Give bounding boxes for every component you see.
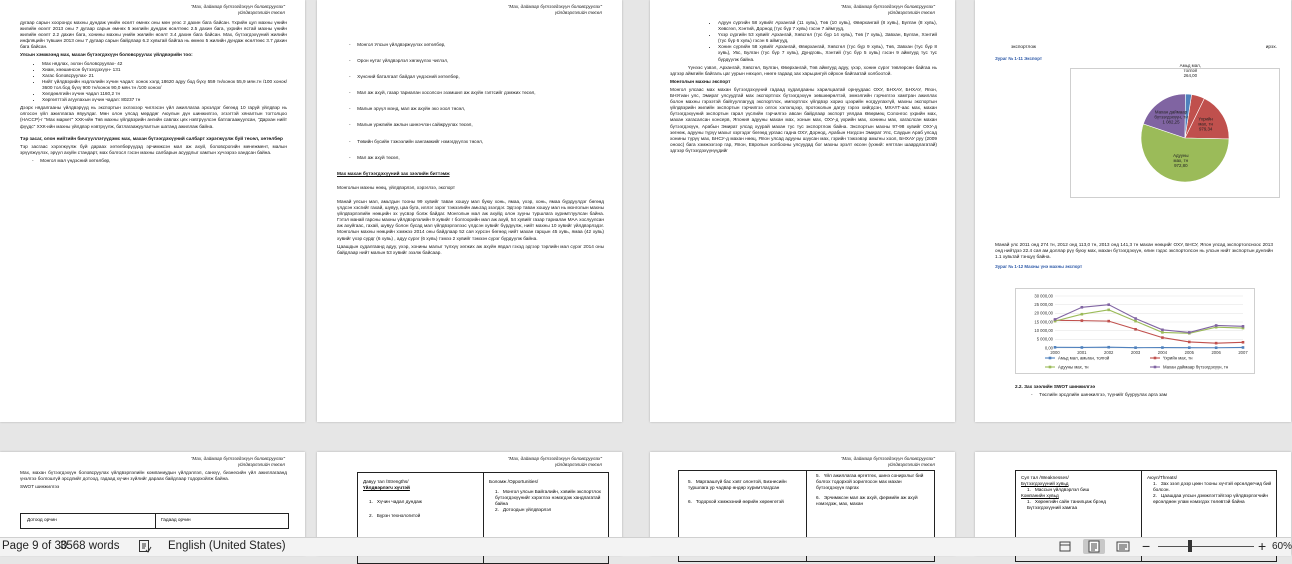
series-point bbox=[1107, 320, 1110, 323]
x-tick-label: 2006 bbox=[1211, 350, 1221, 355]
legend-label: Үхрийн мах, тн bbox=[1163, 355, 1193, 361]
series-point bbox=[1134, 317, 1137, 320]
x-tick-label: 2001 bbox=[1077, 350, 1087, 355]
series-point bbox=[1054, 318, 1057, 321]
focus-mode-button[interactable] bbox=[1054, 539, 1076, 554]
word-count[interactable]: 3568 words bbox=[60, 540, 120, 552]
page-header: "Мах, даймаар бүтээгдэхүүн боловсруулах" үйлдвэрлэлийн төсөл bbox=[190, 456, 285, 467]
page-header: "Мах, даймаар бүтээгдэхүүн боловсруулах" үйлдвэрлэлийн төсөл bbox=[190, 4, 285, 15]
pie-data-label: Амьд мал, толгой 264,00 bbox=[1179, 63, 1201, 79]
series-point bbox=[1107, 309, 1110, 312]
x-tick-label: 2003 bbox=[1130, 350, 1141, 355]
series-point bbox=[1242, 325, 1245, 328]
swot-table: 5. Маргаашгүй бас хэвт олонтой, Бизнесийн туршлага ур чадвар өндөр хуримтлагдсан 6. Тодорхой хэмжээний өөрийн хөрөнгөтэй 5. Үйл ажиллагаа өргөтгөх, шинэ сонирхлыг бий болгох тодорхой зорилгосон мах махан бүтээгдэхүүн гаргах 6. Эрчимжсэн мал аж ахуй, фермийн аж ахуй нэмэгдэж, мах, махан bbox=[678, 470, 935, 562]
legend-marker bbox=[1049, 357, 1052, 360]
web-layout-button[interactable] bbox=[1112, 539, 1134, 554]
figure-caption: Зураг № 1-12 Махны үнэ махны экспорт bbox=[995, 264, 1083, 270]
series-point bbox=[1161, 346, 1164, 349]
x-tick-label: 2007 bbox=[1238, 350, 1248, 355]
document-page-2[interactable] bbox=[317, 0, 622, 422]
zoom-slider-thumb[interactable] bbox=[1188, 540, 1192, 552]
y-tick-label: 30 000,00 bbox=[1034, 293, 1053, 299]
series-point bbox=[1242, 346, 1245, 349]
y-tick-label: 10 000,00 bbox=[1034, 328, 1053, 334]
export-line-chart bbox=[1015, 288, 1255, 374]
zoom-slider[interactable] bbox=[1158, 546, 1254, 547]
series-point bbox=[1161, 336, 1164, 339]
swot-table: Сул тал /Weaknesses/ Бүтээгдэхүүний хувьд 1. Массын үйлдвэрлэл биш Компанийн хувьд 1. Хөрөнгийн сайн танилцаж брэнд Бүтээгдэхүүний хамгаа Аюул/Threats/ 1. Зах зээл дээр цөөн тооны хүчтэй өрсөлдөгчид бий болсон. 2. Цаашдаа улсын дэмжлэгтэйгээр үйлдвэрлэгчийн өрсөлдөөн улам нэмэгдэх төлөвтэй байна bbox=[1015, 470, 1277, 562]
swot-table-header: Дотоод орчин Гадаад орчин bbox=[20, 513, 289, 529]
series-point bbox=[1242, 341, 1245, 344]
document-page-1[interactable] bbox=[0, 0, 305, 422]
series-point bbox=[1081, 306, 1084, 309]
series-point bbox=[1107, 346, 1110, 349]
figure-caption: Зураг № 1-11 Экспорт bbox=[995, 56, 1042, 61]
page-body: дугаар сарын хоорондх махны дундаж үнийн өсөлт өмнөх оны мөн үеэс 2 дахин бага байсан. Үхрийн цул махны үнийн жилийн өсөлт 2013 оны 7 дугаар сарын өмнөх 5 жилийн дундаж өсөлтөөс 2.5 дахин бага, үхрийн ястай махны үнийн жилийн өсөлт 2.2 дахин бага, хонины махны үнийн жилийн өсөлт 3.4 дахин бага байсан. Мах, бүтээгдэхүүний жилийн инфляцийн түвшин 2013 оны 7 дугаар сарын байдлаар 6.2 хувьтай байгаа нь өмнөх 5 жилийн дундаж өсөлтөөс 3.7 дахин бага байсан. Улсын хэмжээнд мах, махан бүтээгдэхүүн боловсруулах үйлдвэрийн тоо: • Мах нядлах, эхлэн боловсруулах- 42 • Хиам, хөөшинсон бүтээгдэхүүн- 131 • Хагас боловсруулах- 21 • Нийт үйлдвэрийн нэдлэлийн хүчин чадал: хонок хэлд 18620 адуу бод бүхү 559 тн/хонок 55,9 мян.тн /100 хонок/ 3600 тол.бод бүхү 900 тн/хонок 90,0 мян.тн /100 хонох/ • Хөлдөөлгийн хүчин чадал 1160,2 тн • Хөргөлттэй агуулахын хүчин чадал: 80237 тн Дээрх нядалгааны үйлдвэрүүд нь экспортын эхлэхээр чиглэсэн үйл ажиллагаа эрхэлдэг бөгөөд 10 гаруй үйлдвэр нь олгосон үйл ажиллагаа явуулдаг. Мөн олон улсад мөрддөг Аюулын дүн шинжилгээ, эгзэгтэй хяналтын тогтолцоо (HACCP)-г "Мах маркет" ХХК-ийн Төв махны үйлдвэрийн ангийн савлах цех нэвтрүүлсэн батлагаажуулсан, "Дархан нийт фүүдс" ХХК-ийн махны үйлдвэр нэвтрүүлж, батлагаажуулалтын шатанд ажиллаж байна. Тэр засаг, олон нийтийн бичгүүллэгүүдэмс мах, махан бүтээгдэхүүний салбарт хэрэгжүүлж буй төсөл, хөтөлбөр Тэр засгаас хэрэгжүүлж буй дараах хөтөлбөрүүдэд эрчимжсэн мал аж ахуй, боловсрогийн менежмент, малын эрүүлжүүлэх, эрүүл ахуйн стандарт, мах болгосл гэсэн махны салбарын асуудлыг хамтын хүчээрээ хандсан байна. - Монгол мал үндэсний хөтөлбөр, bbox=[20, 20, 287, 166]
series-point bbox=[1134, 346, 1137, 349]
status-bar bbox=[0, 537, 1291, 556]
text-fragment: ирэх. bbox=[1265, 44, 1277, 49]
y-tick-label: 5 000,00 bbox=[1036, 336, 1053, 342]
x-tick-label: 2000 bbox=[1050, 350, 1060, 355]
series-point bbox=[1161, 331, 1164, 334]
page-header: "Мах, даймаар бүтээгдэхүүн боловсруулах" үйлдвэрлэлийн төсөл bbox=[507, 4, 602, 15]
document-page-4[interactable] bbox=[975, 0, 1291, 422]
x-tick-label: 2004 bbox=[1157, 350, 1168, 355]
export-pie-chart bbox=[1070, 63, 1280, 198]
series-point bbox=[1188, 346, 1191, 349]
zoom-in-button[interactable]: + bbox=[1258, 538, 1267, 554]
legend-label: Махан даймаар бүтээгдэхүүн, тн bbox=[1163, 364, 1229, 370]
series-point bbox=[1134, 328, 1137, 331]
legend-marker bbox=[1049, 366, 1052, 369]
pie-data-label: Үхрийн мах, тн 979,34 bbox=[1198, 116, 1213, 132]
page-body-3: 2.2. Зах зээлийн SWOT шинжилгээ - Төслийн эрсдлийн шинжилгээ, түүнийг бууруулах арга зам bbox=[1015, 384, 1167, 398]
series-point bbox=[1081, 346, 1084, 349]
page-header: "Мах, даймаар бүтээгдэхүүн боловсруулах" үйлдвэрлэлийн төсөл bbox=[840, 4, 935, 15]
page-body-2: Манай улс 2011 онд 274 тн, 2012 онд 113,0 тн, 2013 онд 141,3 тн махан нөөцийг ОХУ, БНСУ, Япон улсад экспортолсноос 2013 онд нийтдээ 22.4 сая ам доллар рүү буюу мах, махан бүтээгдэхүүн, өлин гэдэс экспортолсон нь улсын нийт экспортын дүнгийн 1.1 хувьтай тэнцүү байна. Зураг № 1-12 Махны үнэ махны экспорт bbox=[995, 242, 1273, 270]
page-body: Мах, махан бүтээгдэхүүн боловсруулах үйлдвэрлэлийн компаниудын үйлдэллэл, санхүү, бизнесийн үйл ажиллагаанд үнэлгээ болгошгүй эрсдлийг дотоод, гадаад хүчин зүйлийг дараах байдлаар тодорхойлж байна. SWOT шинжилгээ bbox=[20, 470, 287, 490]
series-line bbox=[1055, 347, 1243, 348]
legend-label: Амьд мал, амьтан, толгой bbox=[1058, 355, 1110, 361]
series-point bbox=[1107, 303, 1110, 306]
series-point bbox=[1054, 346, 1057, 349]
page-body: • Адуун сүргийн 58 хувийг Архангай (11 хувь), Төв (10 хувь), Өвөрхангай (8 хувь), Булган (8 хувь), Хөвсгөл, Хэнтий, Дорнод (тус бүр 7 хувь) гэсэн 7 аймгууд, • Үхэр сүргийн 53 хувийг Архангай, Хөвсгөл (тус бүр 14 хувь), Төв (7 хувь), Завхан, Булган, Хэнтий (тус бүр 6 хувь) гэсэн 6 аймгууд, • Хонин сүргийн 58 хувийг Архангай, Өвөрхангай, Хөвсгөл (тус бүр 9 хувь), Төв, Завхан (тус бүр 8 хувь), Увс, Булган (тус бүр 7 хувь), Дундговь, Хэнтий (тус бүр 5 хувь) гэсэн 9 аймгууд тус тус бүрдүүлж байна. Үүнээс үзвэл, Архангай, Хөвсгөл, Булган, Өвөрхангай, Төв аймгууд адуу, үхэр, хонин сүрэг төвлөрсөн байгаа нь эдгээр аймгийн байгаль цаг уурын нөхцөл, нөөгө гадаад зах харьцангуй ойрхон байгаатай холбоотой. Монголын махны экспорт Монгол улсаас мах махан бүтээгдэхүүний гадаад худалдааны харилцаатай орнуудаас ОХУ, БНХАУ, БНХАУ, Япон, БНУгиан улс, Эмират улсуудтай мах экспортлох бүтээгдэхүүн зөвшөөрөлтэй, эмнэлгийн гэрчилгээ хамтран ажиллах болон махны гэрээтэй байгууллагууд экспортлох, импортлох үйлдвэр хорио цээрийн ногдуулахгүй, махны экспортын үйлдвэрийн жилийн экспортын гэрчилгээ олгох хэлэлцээр, протоколын дагуу гэрээ хийгдсэн, МХАҮТ-аас мах, махан бүтээгдэхүүний экспортын гарал үүслийн гэрчилгээ авсан байдлаар экспорт уялдаа Өвөрмөц Солонгос үхрийн мах, махан хагасалсан консерв, Япония адууны махан мах, хонын мах, ОХУ-д үхрийн мах, хонины мах, хагаслсан махан бүтээгдэхүүн, Арабын Эмират улсад хуурай махан тус тус экспортлож байна. Экспортын махны 97-98 хувийг ОХУ-д зөгнөж, адууны түрүү махыг хэргэдэг бөгөөд ургаас гадна ОХУ, Дорнод, Арабын Нэгдсэн Эмират Улс, Саудын Араб улсад хонины түрүү мах, БНСУ-д махан нөөц, Япон улсад адууны шуусан мах, гэрийн тэжээвэр амьтны хоол, БНХАУ руу (2009 оноос) бага хэмжээгээр гар, Япон, Европын холбооны улсуудад бог махны эрэлт өссөн (үхний: нягтлан шаардлагатай) эдгээр бүтээгдэхүүнүүдийг bbox=[670, 20, 937, 156]
series-point bbox=[1215, 324, 1218, 327]
x-tick-label: 2002 bbox=[1104, 350, 1114, 355]
page-header: "Мах, даймаар бүтээгдэхүүн боловсруулах" үйлдвэрлэлийн төсөл bbox=[507, 456, 602, 467]
series-point bbox=[1215, 346, 1218, 349]
legend-marker bbox=[1154, 357, 1157, 360]
legend-label: Адууны мах, тн bbox=[1058, 364, 1089, 370]
pie-data-label: Адууны мах, тн 972,80 bbox=[1173, 152, 1189, 168]
y-tick-label: 20 000,00 bbox=[1034, 310, 1053, 316]
language-indicator[interactable]: English (United States) bbox=[168, 540, 286, 552]
series-point bbox=[1081, 319, 1084, 322]
series-point bbox=[1188, 331, 1191, 334]
page-body bbox=[995, 44, 1277, 62]
document-page-3[interactable] bbox=[650, 0, 955, 422]
print-layout-button[interactable] bbox=[1083, 539, 1105, 554]
page-header: "Мах, даймаар бүтээгдэхүүн боловсруулах" үйлдвэрлэлийн төсөл bbox=[840, 456, 935, 467]
zoom-out-button[interactable]: − bbox=[1142, 538, 1151, 554]
page-indicator[interactable]: Page 9 of 30 bbox=[2, 540, 68, 552]
series-point bbox=[1081, 313, 1084, 316]
proofing-icon[interactable] bbox=[138, 539, 152, 556]
zoom-level[interactable]: 60% bbox=[1272, 541, 1292, 552]
swot-table: Давуу тал /Strengths/ Үйлдвэрлэгч хүчтэй 1. Хүчин чадал дундаж 2. Бүрэн технологитой Боломж /Opportunities/ 1. Монгол улсын Байгалийн, хэвийн экспортлох бүтээгдэхүүнийг хэрэглээ нэмэгдэж хандлагатай байна 2. Дотоодын үйлдвэрлэл bbox=[357, 472, 609, 564]
text-fragment: экспортлож bbox=[1011, 44, 1037, 49]
x-tick-label: 2005 bbox=[1184, 350, 1194, 355]
pie-data-label: Махан даймаар бүтээгдэхүүн, тн 1 082,25 bbox=[1154, 109, 1188, 125]
y-tick-label: 25 000,00 bbox=[1034, 302, 1053, 308]
series-point bbox=[1188, 341, 1191, 344]
series-point bbox=[1134, 320, 1137, 323]
y-tick-label: 0,00 bbox=[1044, 345, 1053, 351]
series-point bbox=[1161, 329, 1164, 332]
series-point bbox=[1215, 342, 1218, 345]
y-tick-label: 15 000,00 bbox=[1034, 319, 1053, 325]
page-body: - Монгол Улсын үйлдвэржүүлэх хөтөлбөр, - Орон нутаг үйлдвэрлэл хөгжүүлэх чиглэл, - Хүнсний баталгаат байдал үндэсний хөтөлбөр, - Мал аж ахуй, газар тариалан хосолсон эзэмшил аж ахуйн гэлтсийг дэмжих төсөл, - Малын эрүүл мэнд, мал аж ахуйн эко хоол төсөл, - Малын үржлийн ажлын шинэчлэн сайжруулах төсөл, - Төвийн бүсийн тэжээлийн хангамжийг нэмэгдүүлэх төсөл, - Мал аж ахуй төсөл, Мах махан бүтээгдэхүүний зах зээлийн биттэмж Монголын махны нөөц, үйлдвэрлэл, хэрэглээ, экспорт Манай улсын мал, амьтдын тооны 99 хувийг таван хошуу мал буюу хонь, ямаа, үхэр, хонь, ямаа бүрдүүлдэг бөгөөд үлдсэн хэсгийг гахай, шувуу, цаа буга, иллэг зэрэг тэжээлийн амьтад эзэлдэг. Эдгээр таван хошуу мал нь монголын махны үйлдвэрлэлийн нөөцийн эх үүсвэр болж байдаг. Монголын мал аж ахуйд олон зууны туршлага хуримтлуулсан байна. Гэтэл манай гарсны махны үйлдвэрлэлийн 9 хувийг г болгоорийн мал аж ахуй, 54 хувийг газар тариалан МАА хослуулсан аж ахуйгаас, гахай, шувуу болон бусад мал үйлдвэрлэлээс үлдсэн хувийг бүрдүүлж, нийт махны 10 хувийг үйлдвэрлэдэг. Монголын махны нөөцийн хэмжээ 2014 оны байдлаар 52 сая хүрсэн бөгөөд нийт махан гарцын 45 хувь, ямаа (42 хувь) хувийг үхэр сурдг (6 хувь) , адуу сурэг (6 хувь) тэмээ 2 хувийг тэмээн сүрэг бүрдүүлж байна. Цаашдын судалгаанд адуу, үхэр, хонины малыг түлхүү хөгжих аж ахуйн явдал гэхэд эдгээр тэрлийн мал сүрэг 2014 оны байдлаар нийт малын 53 хувийг эзэлж байсаар. bbox=[337, 42, 604, 255]
legend-marker bbox=[1154, 366, 1157, 369]
